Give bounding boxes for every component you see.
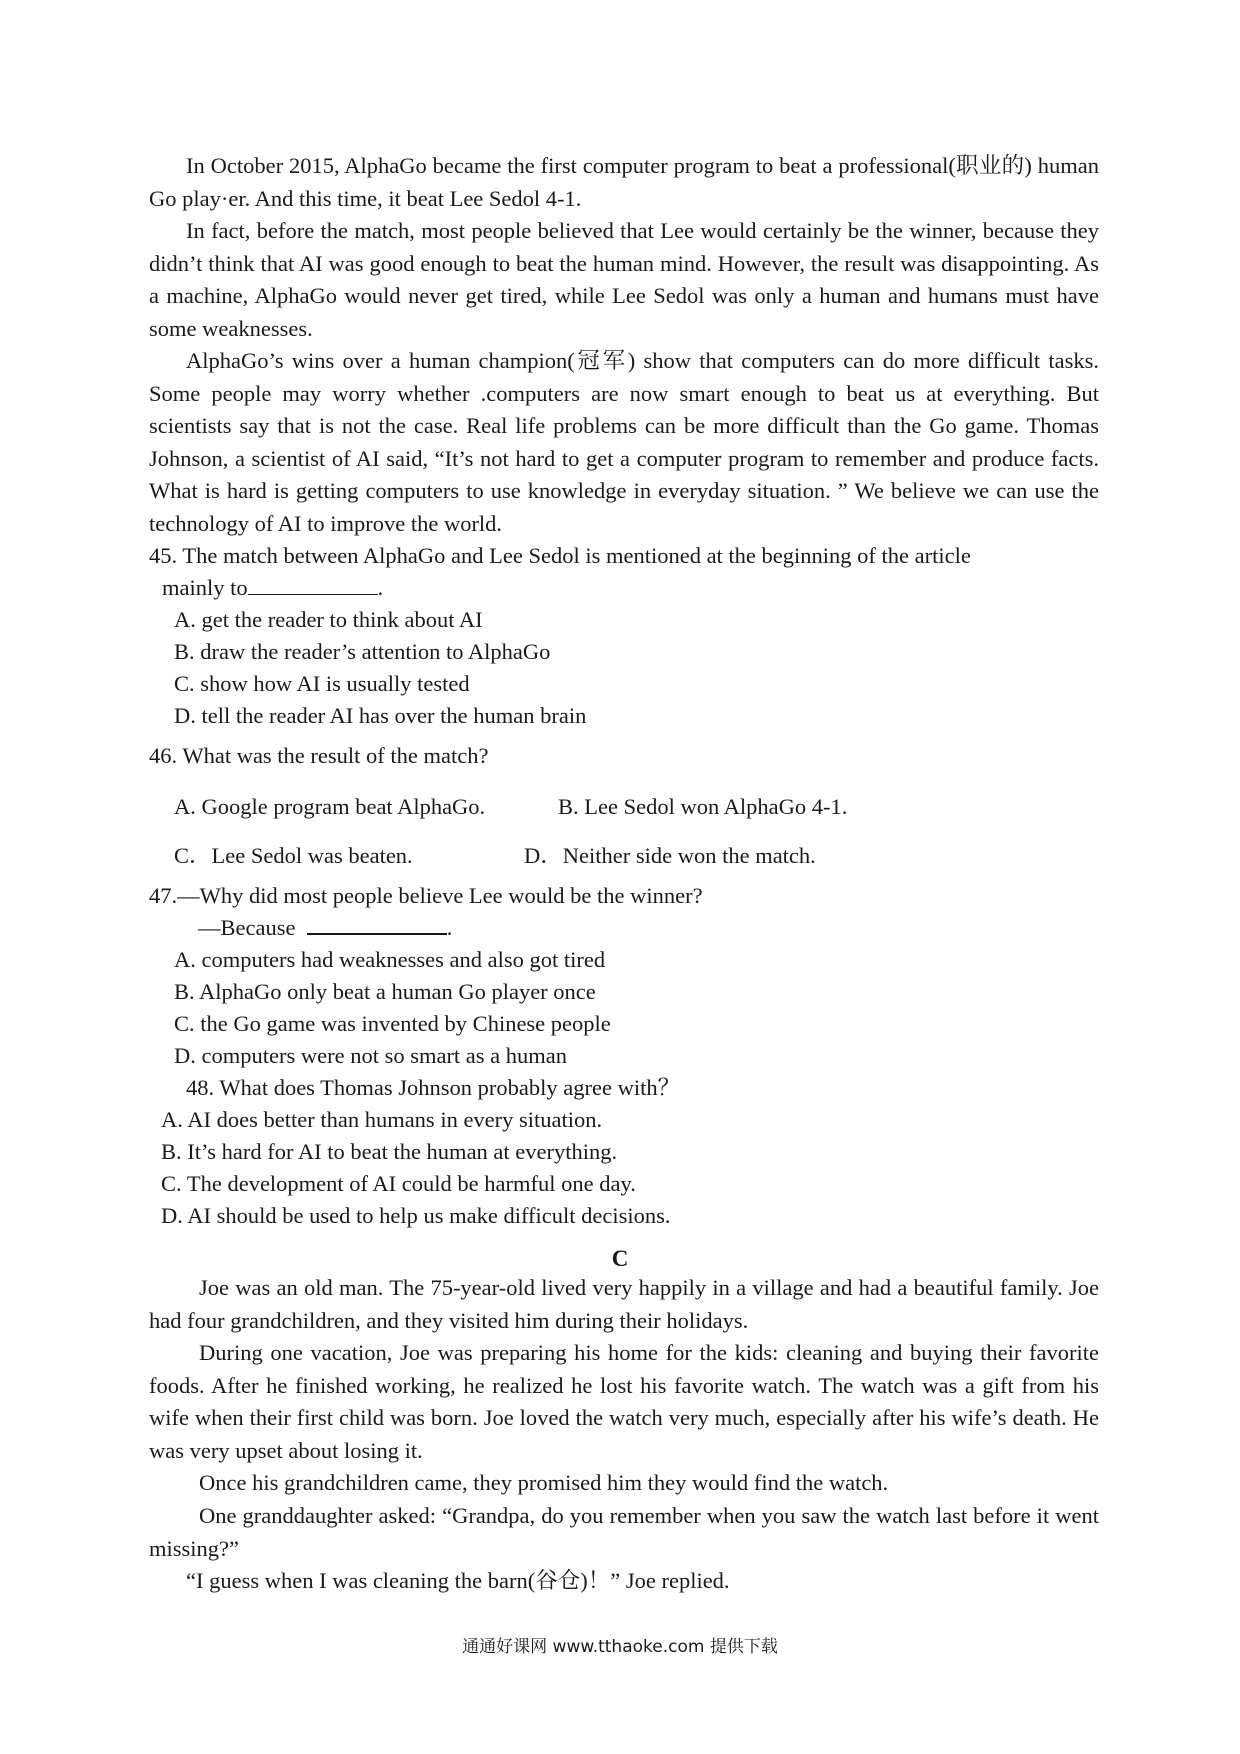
q47-answer-blank[interactable] — [307, 915, 447, 935]
passage-c-paragraph-3: Once his grandchildren came, they promised him they would find the watch. — [199, 1470, 889, 1495]
q45-stem-line-1: 45. The match between AlphaGo and Lee Sedol is mentioned at the beginning of the article — [149, 543, 971, 568]
q47-answer-prefix: —Because — [198, 915, 296, 940]
q48-option-d[interactable]: D. AI should be used to help us make difficult decisions. — [161, 1203, 671, 1228]
passage-c-paragraph-5: “I guess when I was cleaning the barn(谷仓)！” Joe replied. — [186, 1568, 730, 1593]
q48-stem: 48. What does Thomas Johnson probably agree with？ — [186, 1075, 681, 1100]
q47-option-b[interactable]: B. AlphaGo only beat a human Go player once — [174, 979, 596, 1004]
q47-option-d[interactable]: D. computers were not so smart as a human — [174, 1043, 568, 1068]
q46-option-a[interactable]: A. Google program beat AlphaGo. — [174, 794, 486, 819]
section-c-heading: C — [611, 1246, 629, 1271]
passage-c-paragraph-2: During one vacation, Joe was preparing his home for the kids: cleaning and buying their favorite foods. After he finished working, he realized he lost his favorite watch. The watch was a gift from his wife when their first child was born. Joe loved the watch very much, especially after his wife’s death. He was very upset about losing it. — [149, 1340, 1099, 1463]
q45-answer-blank[interactable] — [248, 576, 378, 595]
q45-option-c[interactable]: C. show how AI is usually tested — [174, 671, 470, 696]
q47-option-a[interactable]: A. computers had weaknesses and also got tired — [174, 947, 606, 972]
q47-answer-line: —Because . — [198, 915, 453, 940]
passage-b-paragraph-2: In fact, before the match, most people believed that Lee would certainly be the winner, because they didn’t think that AI was good enough to beat the human mind. However, the result was disappointing. As a machine, AlphaGo would never get tired, while Lee Sedol was only a human and humans must have some weaknesses. — [149, 218, 1099, 341]
q45-stem-text: mainly to — [162, 575, 248, 600]
q45-option-d[interactable]: D. tell the reader AI has over the human brain — [174, 703, 587, 728]
q46-option-b[interactable]: B. Lee Sedol won AlphaGo 4-1. — [558, 794, 848, 819]
passage-c-paragraph-1: Joe was an old man. The 75-year-old lived very happily in a village and had a beautiful family. Joe had four grandchildren, and they visited him during their holidays. — [149, 1275, 1099, 1333]
q46-option-d[interactable]: D．Neither side won the match. — [524, 843, 816, 868]
q48-option-c[interactable]: C. The development of AI could be harmful one day. — [161, 1171, 636, 1196]
q46-stem: 46. What was the result of the match? — [149, 743, 489, 768]
q45-option-a[interactable]: A. get the reader to think about AI — [174, 607, 483, 632]
passage-c-paragraph-4: One granddaughter asked: “Grandpa, do you remember when you saw the watch last before it went missing?” — [149, 1503, 1099, 1561]
q48-option-b[interactable]: B. It’s hard for AI to beat the human at everything. — [161, 1139, 618, 1164]
q48-option-a[interactable]: A. AI does better than humans in every situation. — [161, 1107, 603, 1132]
footer-source: 通通好课网 www.tthaoke.com 提供下载 — [462, 1637, 778, 1657]
q45-stem-line-2: mainly to . — [162, 575, 384, 600]
passage-b-paragraph-3: AlphaGo’s wins over a human champion(冠军) show that computers can do more difficult tasks. Some people may worry whether .computers are now smart enough to beat us at everything. But scientists say that is not the case. Real life problems can be more difficult than the Go game. Thomas Johnson, a scientist of AI said, “It’s not hard to get a computer program to remember and produce facts. What is hard is getting computers to use knowledge in everyday situation. ” We believe we can use the technology of AI to improve the world. — [149, 348, 1099, 536]
q47-stem: 47.—Why did most people believe Lee would be the winner? — [149, 883, 703, 908]
passage-b-paragraph-1: In October 2015, AlphaGo became the first computer program to beat a professional(职业的) human Go play·er. And this time, it beat Lee Sedol 4-1. — [149, 153, 1099, 211]
q47-option-c[interactable]: C. the Go game was invented by Chinese people — [174, 1011, 611, 1036]
q45-option-b[interactable]: B. draw the reader’s attention to AlphaGo — [174, 639, 551, 664]
q46-option-c[interactable]: C．Lee Sedol was beaten. — [174, 843, 413, 868]
